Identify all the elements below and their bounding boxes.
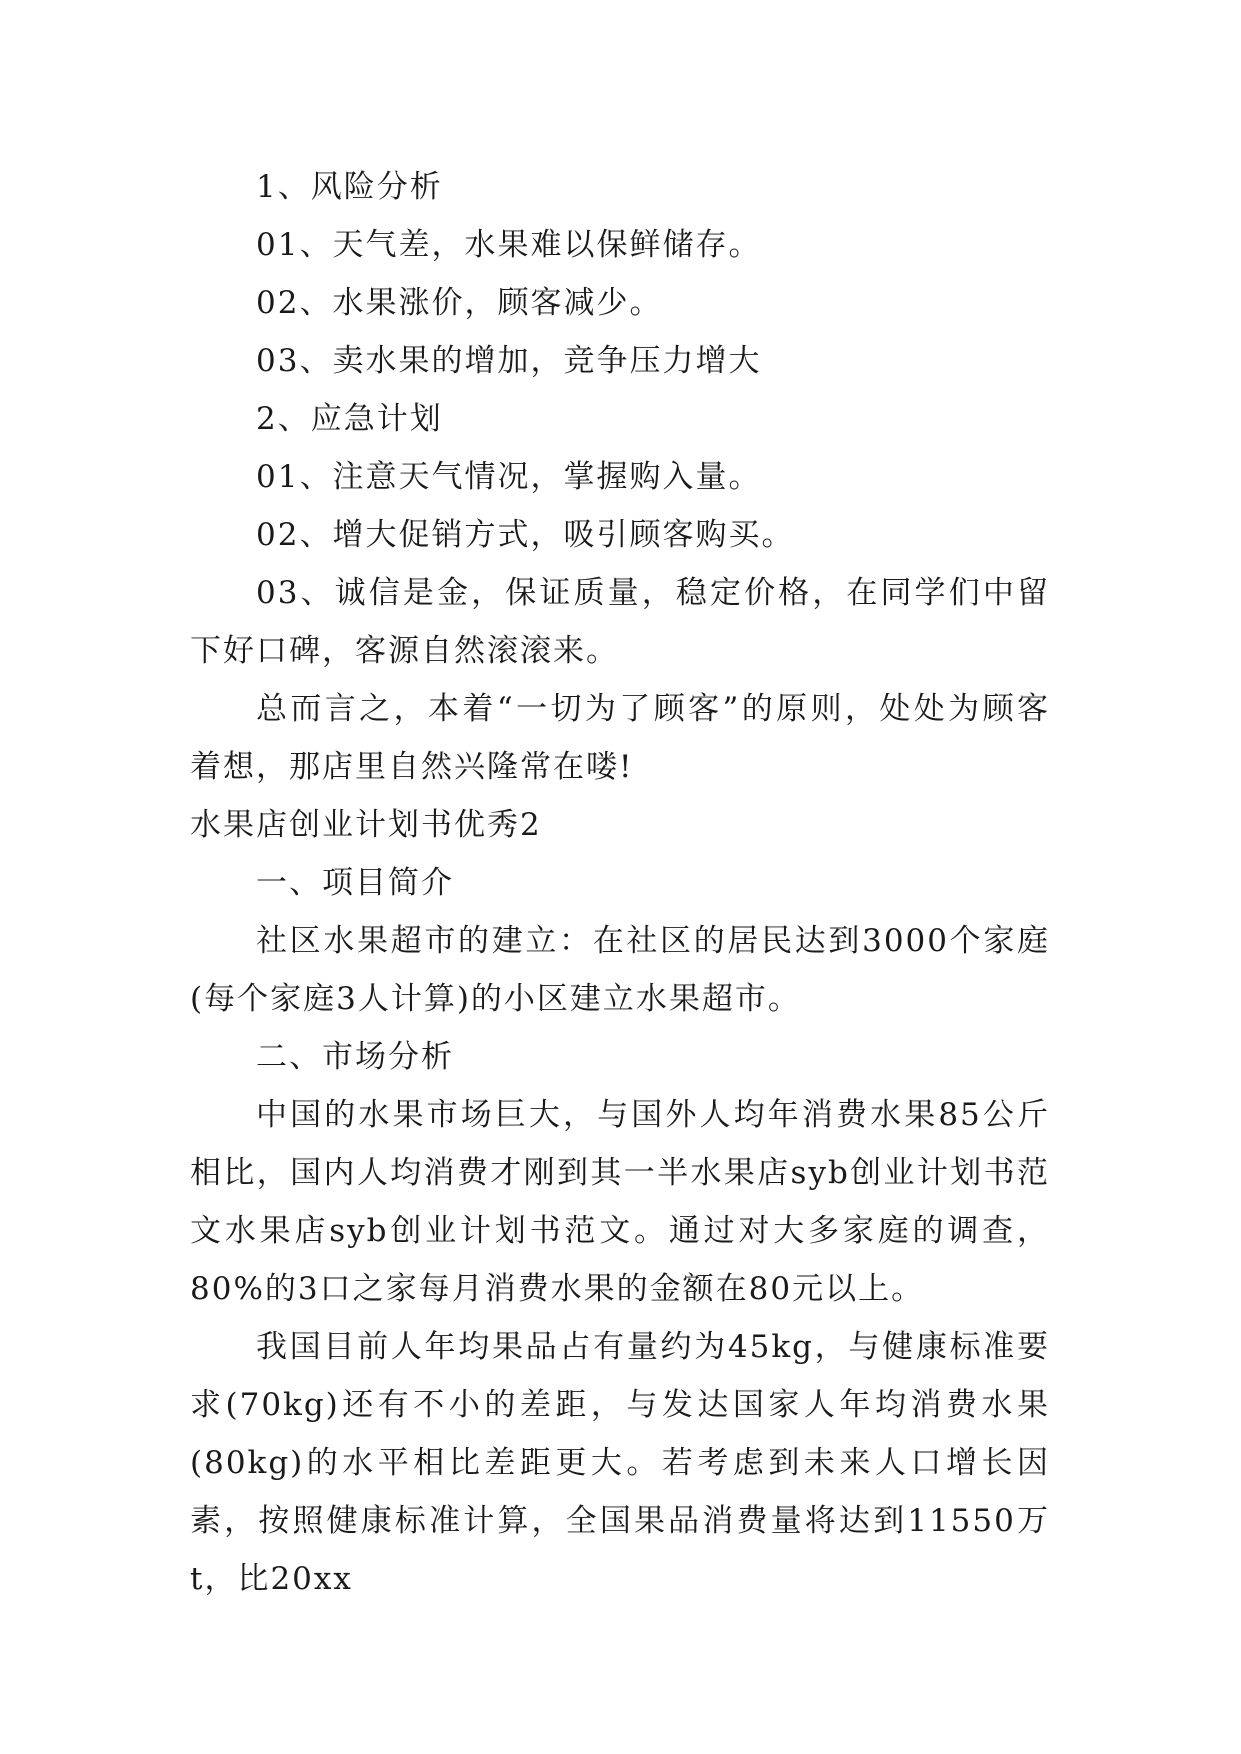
paragraph-risk-1: 01、天气差，水果难以保鲜储存。 — [256, 227, 762, 263]
paragraph-market-heading: 二、市场分析 — [256, 1039, 454, 1075]
paragraph-risk-heading: 1、风险分析 — [256, 169, 443, 205]
document-body — [190, 158, 1050, 1608]
paragraph-emergency-2: 02、增大促销方式，吸引顾客购买。 — [256, 517, 795, 553]
paragraph-emergency-1: 01、注意天气情况，掌握购入量。 — [256, 459, 762, 495]
paragraph-risk-2: 02、水果涨价，顾客减少。 — [256, 285, 663, 321]
paragraph-project-heading: 一、项目简介 — [256, 865, 454, 901]
paragraph-risk-3: 03、卖水果的增加，竞争压力增大 — [256, 343, 762, 379]
section-title: 水果店创业计划书优秀2 — [190, 807, 542, 843]
paragraph-market-body-2: 我国目前人年均果品占有量约为45kg，与健康标准要求(70kg)还有不小的差距，与发达国家人年均消费水果(80kg)的水平相比差距更大。若考虑到未来人口增长因素，按照健康标准计算，全国果品消费量将达到11550万t，比20xx — [190, 1329, 1050, 1597]
paragraph-market-body-1: 中国的水果市场巨大，与国外人均年消费水果85公斤相比，国内人均消费才刚到其一半水果店syb创业计划书范文水果店syb创业计划书范文。通过对大多家庭的调查，80%的3口之家每月消费水果的金额在80元以上。 — [190, 1097, 1050, 1307]
paragraph-emergency-heading: 2、应急计划 — [256, 401, 443, 437]
paragraph-project-body: 社区水果超市的建立：在社区的居民达到3000个家庭(每个家庭3人计算)的小区建立水果超市。 — [190, 923, 1050, 1017]
paragraph-emergency-3: 03、诚信是金，保证质量，稳定价格，在同学们中留下好口碑，客源自然滚滚来。 — [190, 575, 1050, 669]
paragraph-summary: 总而言之，本着“一切为了顾客”的原则，处处为顾客着想，那店里自然兴隆常在喽! — [190, 691, 1050, 785]
